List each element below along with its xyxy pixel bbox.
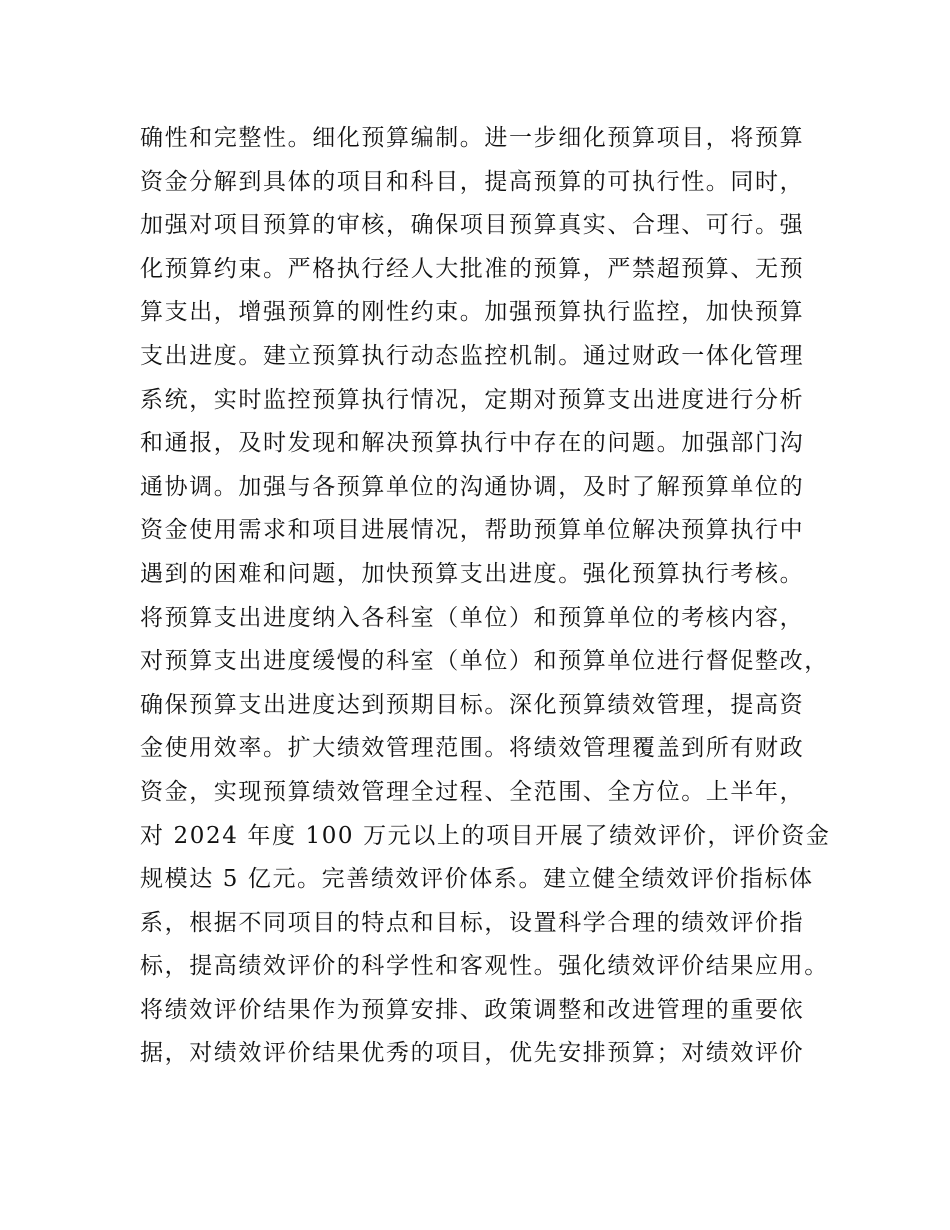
text-line: 金使用效率。扩大绩效管理范围。将绩效管理覆盖到所有财政 — [140, 735, 805, 762]
text-line: 资金使用需求和项目进展情况，帮助预算单位解决预算执行中 — [140, 517, 805, 544]
text-line: 据，对绩效评价结果优秀的项目，优先安排预算；对绩效评价 — [140, 1040, 805, 1067]
text-line: 标，提高绩效评价的科学性和客观性。强化绩效评价结果应用。 — [140, 953, 829, 980]
text-line: 规模达 5 亿元。完善绩效评价体系。建立健全绩效评价指标体 — [140, 866, 814, 893]
text-line: 将绩效评价结果作为预算安排、政策调整和改进管理的重要依 — [140, 996, 805, 1023]
text-line: 化预算约束。严格执行经人大批准的预算，严禁超预算、无预 — [140, 255, 805, 282]
text-line: 资金分解到具体的项目和科目，提高预算的可执行性。同时， — [140, 168, 805, 195]
text-line: 和通报，及时发现和解决预算执行中存在的问题。加强部门沟 — [140, 430, 805, 457]
text-line: 将预算支出进度纳入各科室（单位）和预算单位的考核内容， — [140, 604, 805, 631]
text-line: 通协调。加强与各预算单位的沟通协调，及时了解预算单位的 — [140, 473, 805, 500]
body-text — [140, 117, 830, 1076]
text-line: 算支出，增强预算的刚性约束。加强预算执行监控，加快预算 — [140, 299, 805, 326]
text-line: 加强对项目预算的审核，确保项目预算真实、合理、可行。强 — [140, 212, 805, 239]
text-line: 遇到的困难和问题，加快预算支出进度。强化预算执行考核。 — [140, 560, 805, 587]
text-line: 确保预算支出进度达到预期目标。深化预算绩效管理，提高资 — [140, 691, 805, 718]
text-line: 确性和完整性。细化预算编制。进一步细化预算项目，将预算 — [140, 125, 805, 151]
text-line: 支出进度。建立预算执行动态监控机制。通过财政一体化管理 — [140, 342, 805, 369]
text-line: 系统，实时监控预算执行情况，定期对预算支出进度进行分析 — [140, 386, 805, 413]
text-line: 对预算支出进度缓慢的科室（单位）和预算单位进行督促整改， — [140, 648, 829, 675]
text-line: 系，根据不同项目的特点和目标，设置科学合理的绩效评价指 — [140, 909, 805, 936]
text-line: 对 2024 年度 100 万元以上的项目开展了绩效评价，评价资金 — [140, 822, 831, 849]
text-line: 资金，实现预算绩效管理全过程、全范围、全方位。上半年， — [140, 778, 805, 805]
